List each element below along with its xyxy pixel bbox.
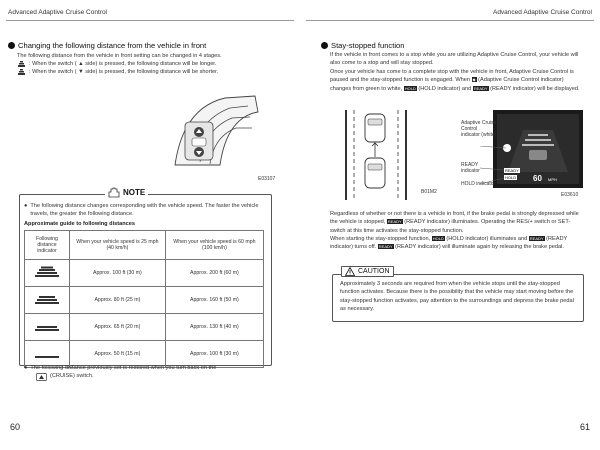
bars-2-icon: [25, 314, 70, 341]
restore-note: ● The following distance previously set is restored when you turn back on the (CRUISE) switch.: [24, 365, 217, 380]
acc-indicator-label: Adaptive Cruise Control indicator (white): [461, 120, 497, 138]
right-para3: Regardless of whether or not there is a vehicle in front, if the brake pedal is strongly depressed while the vehicle is stopped, READY (READY indicator) illuminates. Operating the RES/+ switch or SET- switch at this time activates the stay-stopped function.: [330, 211, 579, 234]
row1-60mph: Approx. 200 ft (60 m): [165, 260, 263, 287]
caution-header: CAUTION: [341, 266, 394, 277]
caution-text: Approximately 3 seconds are required from when the vehicle stops until the stay-stopped function activates. Because there is the possibility that the vehicle may start moving before the stay-stopped function activates, pay attention to the surroundings and depress the brake pedal as necessary.: [340, 281, 574, 313]
callout-lines: [480, 146, 510, 188]
row2-60mph: Approx. 160 ft (50 m): [165, 287, 263, 314]
longer-distance-line: : When the switch ( ▲ side) is pressed, the following distance will be longer.: [17, 60, 292, 68]
right-figure-code-left: B01M2: [421, 189, 437, 195]
table-row: [25, 260, 264, 287]
row2-25mph: Approx. 80 ft (25 m): [70, 287, 166, 314]
ready-tag: READY: [529, 236, 544, 242]
right-section-title: Stay-stopped function: [321, 41, 404, 50]
table-header-indicator: Following distance indicator: [25, 231, 70, 260]
distance-switch-up-icon: [17, 60, 26, 68]
warning-triangle-icon: [345, 267, 355, 276]
row4-25mph: Approx. 50 ft (15 m): [70, 341, 166, 368]
note-hand-icon: [108, 187, 120, 198]
right-para2: Once your vehicle has come to a complete stop with the vehicle in front, Adaptive Cruise Control is paused and the stay-stopped function is engaged. When ◆ (Adaptive Cruise Control indicator) changes from green to white, HOLD (HOLD indicator) and READY (READY indicator) will be displayed.: [330, 69, 580, 92]
left-header-rule: [6, 20, 294, 21]
bars-3-icon: [25, 287, 70, 314]
note-text: ● The following distance changes corresponding with the vehicle speed. The faster the vehicle travels, the greater the following distance.: [24, 203, 259, 218]
ready-tag: READY: [378, 244, 393, 250]
cluster-ready-label: READY: [505, 168, 519, 173]
right-running-header: Advanced Adaptive Cruise Control: [492, 9, 592, 16]
table-row: [25, 287, 264, 314]
left-figure-code: E03107: [258, 176, 276, 182]
right-page-number: 61: [579, 422, 590, 432]
steering-switch-illustration: [170, 90, 270, 170]
ready-indicator-label: READY indicator: [461, 162, 480, 174]
acc-indicator-icon: ◆: [472, 77, 476, 83]
row3-60mph: Approx. 130 ft (40 m): [165, 314, 263, 341]
cluster-hold-label: HOLD: [505, 175, 517, 180]
right-para1: If the vehicle in front comes to a stop while you are utilizing Adaptive Cruise Control, your vehicle will also come to a stop and will stay stopped.: [330, 52, 579, 67]
table-row: [25, 314, 264, 341]
hold-tag: HOLD: [432, 236, 444, 242]
cruise-switch-icon: [36, 373, 47, 381]
left-intro: The following distance from the vehicle in front setting can be changed in 4 stages.: [17, 53, 222, 59]
left-section-title: Changing the following distance from the vehicle in front: [8, 41, 206, 50]
cluster-speed: 60: [533, 174, 542, 183]
distance-guide-table: [24, 230, 264, 368]
note-header: NOTE: [105, 187, 148, 198]
row3-25mph: Approx. 65 ft (20 m): [70, 314, 166, 341]
shorter-distance-line: : When the switch ( ▼ side) is pressed, the following distance will be shorter.: [17, 68, 292, 76]
bars-4-icon: [25, 260, 70, 287]
stopped-vehicles-illustration: [340, 110, 410, 200]
right-para4: When starting the stay-stopped function, HOLD (HOLD indicator) illuminates and READY (READY indicator) turns off. READY (READY indicator) will illuminate again by releasing the brake pedal.: [330, 236, 568, 251]
section-bullet-icon: [321, 42, 328, 49]
right-figure-code-right: E03610: [561, 192, 579, 198]
cluster-speed-unit: MPH: [548, 177, 557, 182]
ready-tag: READY: [387, 219, 402, 225]
distance-switch-down-icon: [17, 68, 26, 76]
right-header-rule: [306, 20, 594, 21]
row4-60mph: Approx. 100 ft (30 m): [165, 341, 263, 368]
hold-tag: HOLD: [404, 85, 416, 91]
left-running-header: Advanced Adaptive Cruise Control: [8, 9, 108, 16]
table-header-row: [25, 231, 264, 260]
section-bullet-icon: [8, 42, 15, 49]
guide-title: Approximate guide to following distances: [24, 221, 135, 227]
table-header-60mph: When your vehicle speed is 60 mph (100 km/h): [165, 231, 263, 260]
hold-indicator-label: HOLD indicator: [461, 181, 496, 187]
left-page-number: 60: [10, 422, 21, 432]
ready-tag: READY: [473, 85, 488, 91]
row1-25mph: Approx. 100 ft (30 m): [70, 260, 166, 287]
table-header-25mph: When your vehicle speed is 25 mph (40 km/h): [70, 231, 166, 260]
